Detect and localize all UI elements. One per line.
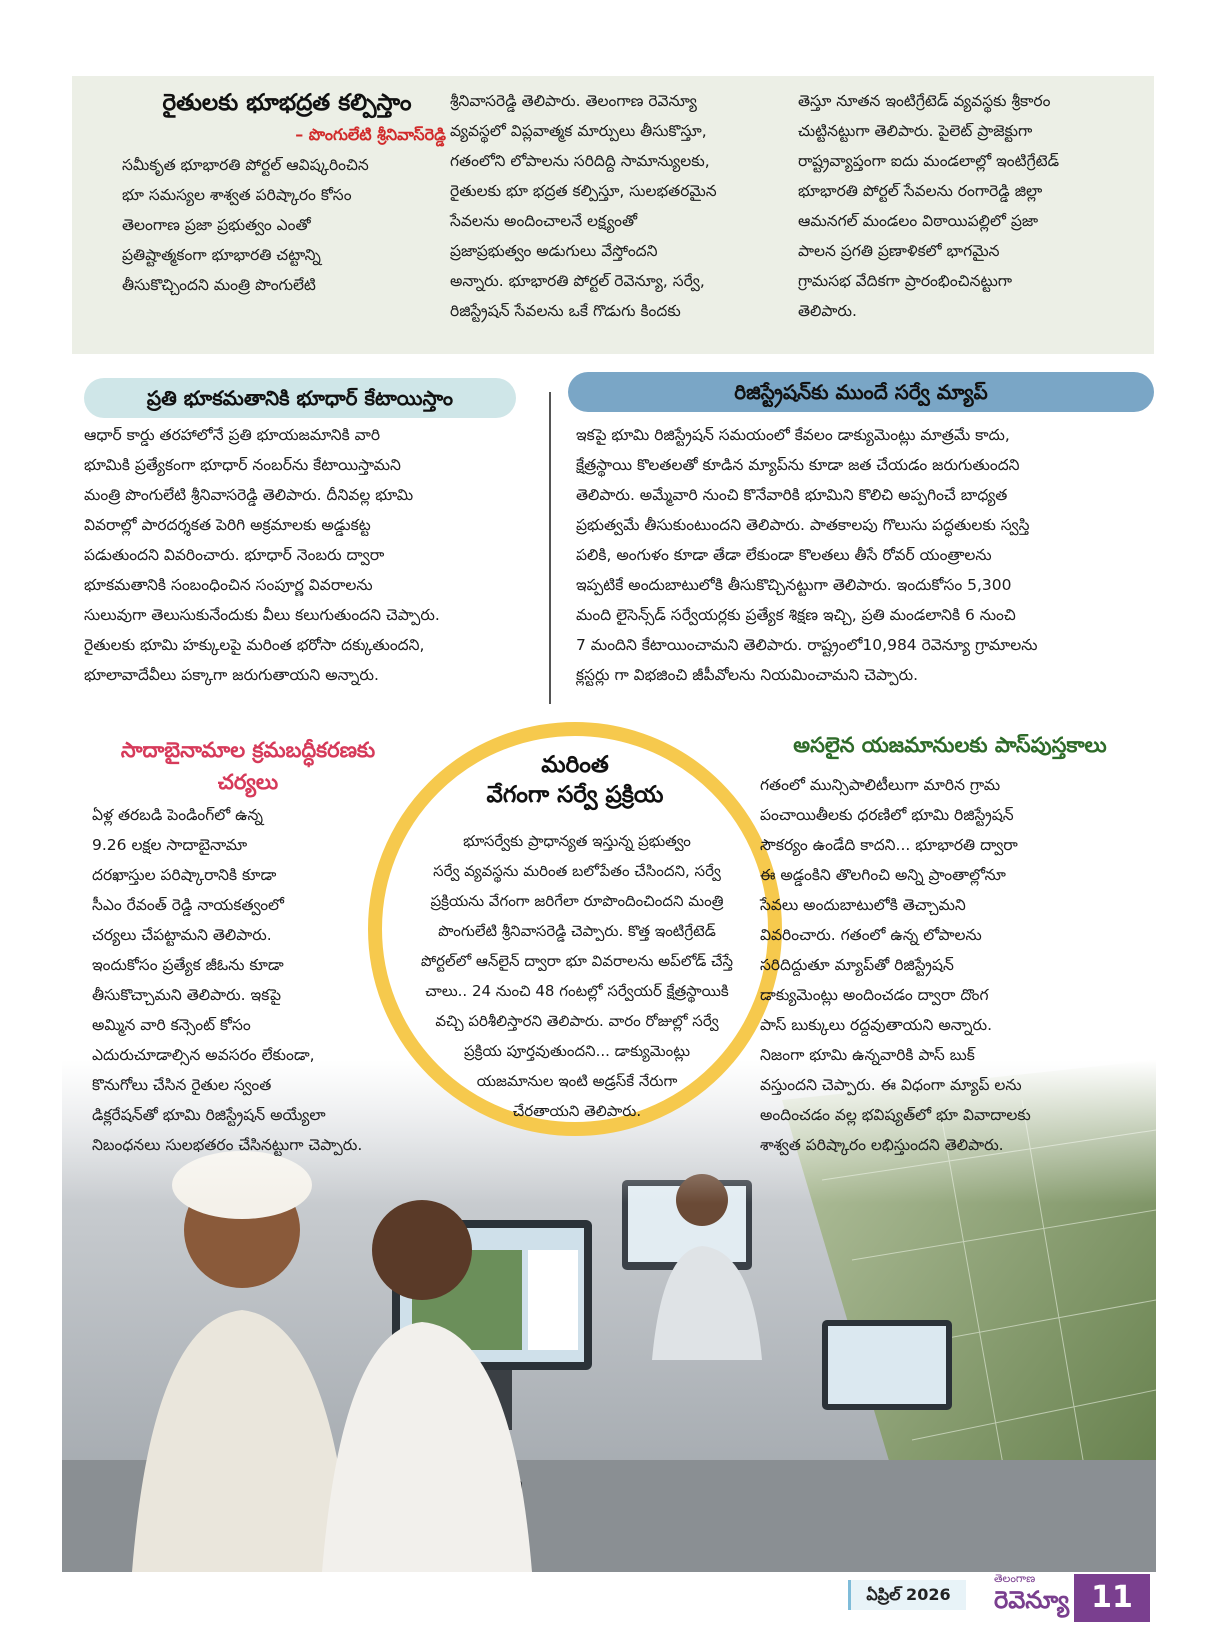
bhudhar-text: ఆధార్ కార్డు తరహాలోనే ప్రతి భూయజమానికి వారి భూమికి ప్రత్యేకంగా భూధార్ నంబర్‌ను కేటాయిస్తామని మంత్రి పొంగులేటి శ్రీనివాసరెడ్డి తెలిపారు. దీనివల్ల భూమి వివరాల్లో పారదర్శకత పెరిగి అక్రమాలకు అడ్డుకట్ట పడుతుందని వివరించారు. భూధార్ నెంబరు ద్వారా భూకమతానికి సంబంధించిన సంపూర్ణ వివరాలను సులువుగా తెలుసుకునేందుకు వీలు కలుగుతుందని చెప్పారు. రైతులకు భూమి హక్కులపై మరింత భరోసా దక్కుతుందని, భూలావాదేవీలు పక్కాగా జరుగుతాయని అన్నారు. — [84, 426, 440, 684]
magazine-brand: రెవెన్యూ — [994, 1586, 1070, 1614]
passbooks-heading: అసలైన యజమానులకు పాస్‌పుస్తకాలు — [793, 733, 1107, 757]
intro-title: రైతులకు భూభద్రత కల్పిస్తాం — [162, 90, 412, 116]
intro-column-1-text: సమీకృత భూభారతి పోర్టల్ ఆవిష్కరించిన భూ సమస్యల శాశ్వత పరిష్కారం కోసం తెలంగాణ ప్రజా ప్రభుత్వం ఎంతో ప్రతిష్టాత్మకంగా భూభారతి చట్టాన్ని తీసుకొచ్చిందని మంత్రి పొంగులేటి — [122, 156, 369, 294]
registration-text: ఇకపై భూమి రిజిస్ట్రేషన్ సమయంలో కేవలం డాక్యుమెంట్లు మాత్రమే కాదు, క్షేత్రస్థాయి కొలతలతో కూడిన మ్యాప్‌ను కూడా జత చేయడం జరుగుతుందని తెలిపారు. అమ్మేవారి నుంచి కొనేవారికి భూమిని కొలిచి అప్పగించే బాధ్యత ప్రభుత్వమే తీసుకుంటుందని తెలిపారు. పాతకాలపు గొలుసు పద్ధతులకు స్వస్తి పలికి, అంగుళం కూడా తేడా లేకుండా కొలతలు తీసే రోవర్ యంత్రాలను ఇప్పటికే అందుబాటులోకి తీసుకొచ్చినట్టుగా తెలిపారు. ఇందుకోసం 5,300 మంది లైసెన్స్‌డ్ సర్వేయర్లకు ప్రత్యేక శిక్షణ ఇచ్చి, ప్రతి మండలానికి 6 నుంచి 7 మందిని కేటాయించామని తెలిపారు. రాష్ట్రంలో10,984 రెవెన్యూ గ్రామాలను క్లస్టర్లు గా విభజించి జీపీవోలను నియమించామని చెప్పారు. — [576, 426, 1038, 684]
intro-box — [72, 76, 1154, 354]
registration-heading: రిజిస్ట్రేషన్‌కు ముందే సర్వే మ్యాప్ — [568, 372, 1154, 412]
bhudhar-heading: ప్రతి భూకమతానికి భూధార్ కేటాయిస్తాం — [84, 378, 516, 418]
intro-column-1 — [122, 86, 452, 300]
passbooks-text: గతంలో మున్సిపాలిటీలుగా మారిన గ్రామ పంచాయితీలకు ధరణిలో భూమి రిజిస్ట్రేషన్ సౌకర్యం ఉండేది కాదని... భూభారతి ద్వారా ఈ అడ్డంకిని తొలగించి అన్ని ప్రాంతాల్లోనూ సేవలు అందుబాటులోకి తెచ్చామని వివరించారు. గతంలో ఉన్న లోపాలను సరిదిద్దుతూ మ్యాప్‌తో రిజిస్ట్రేషన్ డాక్యుమెంట్లు అందించడం ద్వారా దొంగ పాస్ బుక్కులు రద్దవుతాయని అన్నారు. నిజంగా భూమి ఉన్నవారికి పాస్ బుక్ వస్తుందని చెప్పారు. ఈ విధంగా మ్యాప్ లను అందించడం వల్ల భవిష్యత్‌లో భూ వివాదాలకు శాశ్వత పరిష్కారం లభిస్తుందని తెలిపారు. — [760, 776, 1031, 1154]
sadabainama-text: ఏళ్ల తరబడి పెండింగ్‌లో ఉన్న 9.26 లక్షల సాదాబైనామా దరఖాస్తుల పరిష్కారానికి కూడా సీఎం రేవంత్ రెడ్డి నాయకత్వంలో చర్యలు చేపట్టామని తెలిపారు. ఇందుకోసం ప్రత్యేక జీఓను కూడా తీసుకొచ్చామని తెలిపారు. ఇకపై అమ్మిన వారి కన్సెంట్ కోసం ఎదురుచూడాల్సిన అవసరం లేకుండా, కొనుగోలు చేసిన రైతుల స్వంత డిక్లరేషన్‌తో భూమి రిజిస్ట్రేషన్ అయ్యేలా నిబంధనలు సులభతరం చేసినట్టుగా చెప్పారు. — [92, 806, 363, 1154]
column-divider — [549, 392, 551, 704]
survey-text: భూసర్వేకు ప్రాధాన్యత ఇస్తున్న ప్రభుత్వం సర్వే వ్యవస్థను మరింత బలోపేతం చేసిందని, సర్వే ప్రక్రియను వేగంగా జరిగేలా రూపొందించిందని మంత్రి పొంగులేటి శ్రీనివాసరెడ్డి చెప్పారు. కొత్త ఇంటిగ్రేటెడ్ పోర్టల్‌లో ఆన్‌లైన్ ద్వారా భూ వివరాలను అప్‌లోడ్ చేస్తే చాలు.. 24 నుంచి 48 గంటల్లో సర్వేయర్ క్షేత్రస్థాయికి వచ్చి పరిశీలిస్తారని తెలిపారు. వారం రోజుల్లో సర్వే ప్రక్రియ పూర్తవుతుందని... డాక్యుమెంట్లు యజమానుల ఇంటి అడ్రస్‌కే నేరుగా చేరతాయని తెలిపారు. — [420, 832, 734, 1120]
survey-callout-circle — [368, 722, 782, 1136]
page-number: 11 — [1074, 1574, 1150, 1622]
sadabainama-heading: సాదాబైనామాల క్రమబద్ధీకరణకు చర్యలు — [120, 738, 376, 794]
intro-column-3-text: తెస్తూ నూతన ఇంటిగ్రేటెడ్ వ్యవస్థకు శ్రీకారం చుట్టినట్టుగా తెలిపారు. పైలెట్ ప్రాజెక్టుగా రాష్ట్రవ్యాప్తంగా ఐదు మండలాల్లో ఇంటిగ్రేటెడ్ భూభారతి పోర్టల్ సేవలను రంగారెడ్డి జిల్లా ఆమనగల్ మండలం విఠాయిపల్లిలో ప్రజా పాలన ప్రగతి ప్రణాళికలో భాగమైన గ్రామసభ వేదికగా ప్రారంభించినట్టుగా తెలిపారు. — [798, 92, 1060, 320]
survey-heading: మరింత వేగంగా సర్వే ప్రక్రియ — [486, 752, 664, 808]
intro-column-2-text: శ్రీనివాసరెడ్డి తెలిపారు. తెలంగాణ రెవెన్యూ వ్యవస్థలో విప్లవాత్మక మార్పులు తీసుకొస్తూ, గతంలోని లోపాలను సరిదిద్ది సామాన్యులకు, రైతులకు భూ భద్రత కల్పిస్తూ, సులభతరమైన సేవలను అందించాలనే లక్ష్యంతో ప్రజాప్రభుత్వం అడుగులు వేస్తోందని అన్నారు. భూభారతి పోర్టల్ రెవెన్యూ, సర్వే, రిజిస్ట్రేషన్ సేవలను ఒకే గొడుగు కిందకు — [450, 92, 717, 320]
intro-author: – పొంగులేటి శ్రీనివాస్‌రెడ్డి — [295, 125, 446, 144]
issue-date: ఏప్రిల్ 2026 — [848, 1580, 966, 1610]
magazine-brand-prefix: తెలంగాణ — [994, 1572, 1036, 1585]
